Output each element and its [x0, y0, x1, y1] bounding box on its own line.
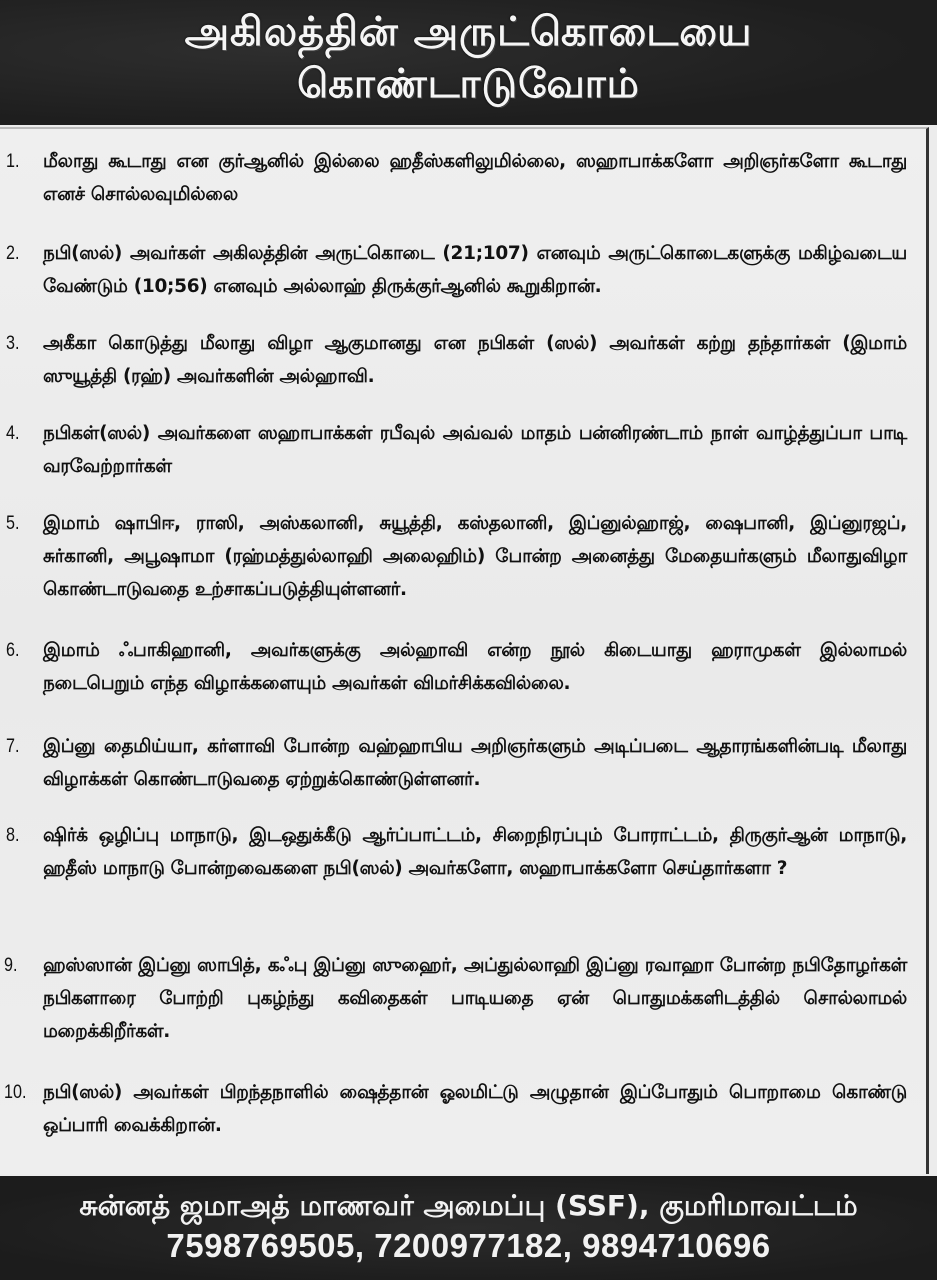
item-text: நபி(ஸல்) அவர்கள் அகிலத்தின் அருட்கொடை (21;107) எனவும் அருட்கொடைகளுக்கு மகிழ்வடைய வேண்டும் (10;56) எனவும் அல்லாஹ் திருக்குர்ஆனில் கூறுகிறான். — [43, 243, 907, 297]
list-item — [0, 507, 925, 606]
header-banner — [0, 0, 937, 125]
item-text: நபிகள்(ஸல்) அவர்களை ஸஹாபாக்கள் ரபீவுல் அவ்வல் மாதம் பன்னிரண்டாம் நாள் வாழ்த்துப்பா பாடி வரவேற்றார்கள் — [43, 423, 907, 477]
item-number: 7. — [6, 736, 20, 757]
item-number: 5. — [6, 513, 20, 534]
list-item — [0, 819, 925, 885]
item-text: நபி(ஸல்) அவர்கள் பிறந்தநாளில் ஷைத்தான் ஓலமிட்டு அழுதான் இப்போதும் பொறாமை கொண்டு ஒப்பாரி வைக்கிறான். — [43, 1082, 907, 1136]
item-text: அகீகா கொடுத்து மீலாது விழா ஆகுமானது என நபிகள் (ஸல்) அவர்கள் கற்று தந்தார்கள் (இமாம் ஸுயூத்தி (ரஹ்) அவர்களின் அல்ஹாவி. — [43, 333, 907, 387]
item-text: மீலாது கூடாது என குர்ஆனில் இல்லை ஹதீஸ்களிலுமில்லை, ஸஹாபாக்களோ அறிஞர்களோ கூடாது எனச் சொல்லவுமில்லை — [43, 151, 907, 205]
list-item — [0, 634, 925, 700]
item-number: 8. — [6, 825, 20, 846]
footer-banner — [0, 1176, 937, 1280]
list-item — [0, 730, 925, 796]
item-text: இமாம் ஷாபிஈ, ராஸி, அஸ்கலானி, சுயூத்தி, கஸ்தலானி, இப்னுல்ஹாஜ், ஷைபானி, இப்னுரஜப், சுர்கானி, அபூஷாமா (ரஹ்மத்துல்லாஹி அலைஹிம்) போன்ற அனைத்து மேதையர்களும் மீலாதுவிழா கொண்டாடுவதை உற்சாகப்படுத்தியுள்ளனர். — [43, 513, 907, 600]
item-number: 9. — [4, 955, 18, 976]
list-item — [0, 1076, 925, 1142]
item-number: 3. — [6, 333, 20, 354]
contact-phone-numbers: 7598769505, 7200977182, 9894710696 — [166, 1227, 771, 1264]
list-item — [0, 327, 925, 393]
content-panel — [0, 127, 929, 1174]
list-item — [0, 417, 925, 483]
item-number: 10. — [4, 1082, 27, 1103]
list-item — [0, 949, 925, 1048]
item-text: ஹஸ்ஸான் இப்னு ஸாபித், கஃபு இப்னு ஸுஹைர், அப்துல்லாஹி இப்னு ரவாஹா போன்ற நபிதோழர்கள் நபிகளாரை போற்றி புகழ்ந்து கவிதைகள் பாடியதை ஏன் பொதுமக்களிடத்தில் சொல்லாமல் மறைக்கிறீர்கள். — [43, 955, 907, 1042]
item-text: இமாம் ஃபாகிஹானி, அவர்களுக்கு அல்ஹாவி என்ற நூல் கிடையாது ஹராமுகள் இல்லாமல் நடைபெறும் எந்த விழாக்களையும் அவர்கள் விமர்சிக்கவில்லை. — [43, 640, 907, 694]
item-number: 1. — [6, 151, 20, 172]
title-line-1: அகிலத்தின் அருட்கொடையை — [184, 9, 753, 55]
item-text: இப்னு தைமிய்யா, கர்ளாவி போன்ற வஹ்ஹாபிய அறிஞர்களும் அடிப்படை ஆதாரங்களின்படி மீலாது விழாக்கள் கொண்டாடுவதை ஏற்றுக்கொண்டுள்ளனர். — [43, 736, 907, 790]
title-line-2: கொண்டாடுவோம் — [297, 61, 640, 107]
item-number: 2. — [6, 243, 20, 264]
list-item — [0, 237, 925, 303]
list-item — [0, 145, 925, 211]
organization-name: சுன்னத் ஜமாஅத் மாணவர் அமைப்பு (SSF), குமரிமாவட்டம் — [79, 1189, 858, 1222]
item-number: 4. — [6, 423, 20, 444]
item-number: 6. — [6, 640, 20, 661]
item-text: ஷிர்க் ஒழிப்பு மாநாடு, இடஒதுக்கீடு ஆர்ப்பாட்டம், சிறைநிரப்பும் போராட்டம், திருகுர்ஆன் மாநாடு, ஹதீஸ் மாநாடு போன்றவைகளை நபி(ஸல்) அவர்களோ, ஸஹாபாக்களோ செய்தார்களா ? — [43, 825, 907, 879]
